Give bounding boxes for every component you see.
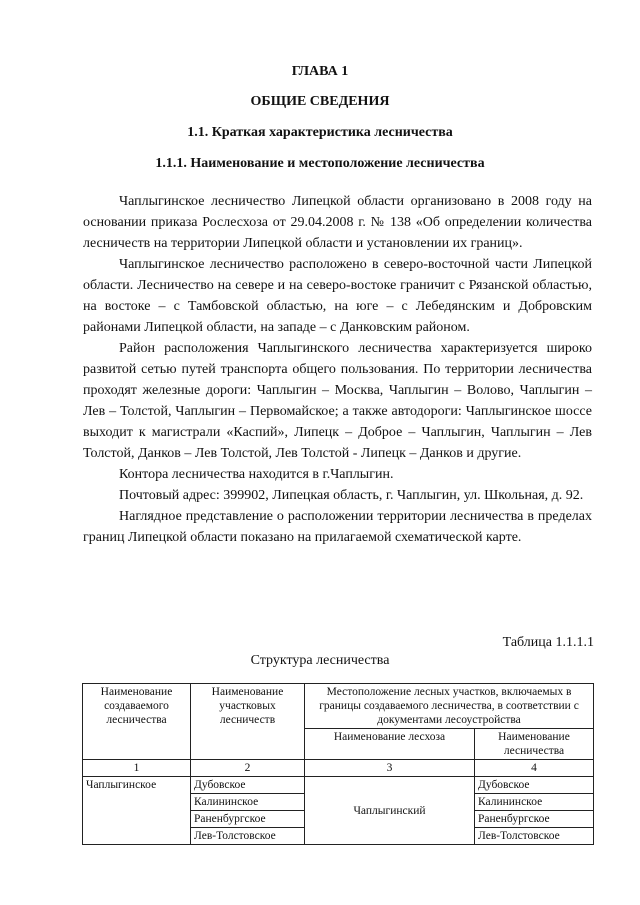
paragraph: Почтовый адрес: 399902, Липецкая область, г. Чаплыгин, ул. Школьная, д. 92. xyxy=(119,488,584,503)
leskhoz-cell: Чаплыгинский xyxy=(305,777,475,845)
table-header-row xyxy=(83,684,594,729)
number-cell: 2 xyxy=(191,760,305,777)
forestry-name-cell: Лев-Толстовское xyxy=(475,828,594,845)
paragraph: Район расположения Чаплыгинского лесничества характеризуется широко развитой сетью путей транспорта общего пользования. По территории лесничества проходят железные дороги: Чаплыгин – Москва, Чаплыгин – Волово, Чаплыгин – Лев – Толстой, Чаплыгин – Первомайское; а также автодороги: Чаплыгинское шоссе выходит к магистрали «Каспий», Липецк – Доброе – Чаплыгин, Чаплыгин – Лев Толстой, Данков – Лев Толстой, Лев Толстой - Липецк – Данков и другие. xyxy=(83,341,592,461)
table-label: Таблица 1.1.1.1 xyxy=(502,635,594,650)
table-title: Структура лесничества xyxy=(250,653,390,668)
forestry-name-cell: Калининское xyxy=(475,794,594,811)
paragraph: Чаплыгинское лесничество расположено в северо-восточной части Липецкой области. Лесничество на севере и на северо-востоке граничит с Рязанской областью, на востоке – с Тамбовской областью, на юге – с Лебедянским и Добровским районами Липецкой области, на западе – с Данковским районом. xyxy=(83,257,592,335)
header-cell: Наименование лесничества xyxy=(475,729,594,760)
header-cell: Наименование лесхоза xyxy=(305,729,475,760)
table-number-row xyxy=(83,760,594,777)
paragraph: Чаплыгинское лесничество Липецкой области организовано в 2008 году на основании приказа Рослесхоза от 29.04.2008 г. № 138 «Об определении количества лесничеств на территории Липецкой области и установлении их границ». xyxy=(83,194,592,251)
body-text xyxy=(83,191,592,548)
number-cell: 1 xyxy=(83,760,191,777)
forestry-name-cell: Раненбургское xyxy=(475,811,594,828)
forestry-name-cell: Дубовское xyxy=(475,777,594,794)
header-cell: Местоположение лесных участков, включаемых в границы создаваемого лесничества, в соответствии с документами лесоустройства xyxy=(305,684,594,729)
district-cell: Калининское xyxy=(191,794,305,811)
number-cell: 4 xyxy=(475,760,594,777)
table-row xyxy=(83,777,594,794)
district-cell: Раненбургское xyxy=(191,811,305,828)
district-cell: Лев-Толстовское xyxy=(191,828,305,845)
structure-table xyxy=(82,683,594,845)
number-cell: 3 xyxy=(305,760,475,777)
paragraph: Наглядное представление о расположении территории лесничества в пределах границ Липецкой области показано на прилагаемой схематической карте. xyxy=(83,509,592,545)
subsection-heading: 1.1.1. Наименование и местоположение лесничества xyxy=(155,156,485,171)
header-cell: Наименование создаваемого лесничества xyxy=(83,684,191,760)
section-heading: 1.1. Краткая характеристика лесничества xyxy=(187,125,453,140)
forestry-cell: Чаплыгинское xyxy=(83,777,191,845)
district-cell: Дубовское xyxy=(191,777,305,794)
chapter-heading: ГЛАВА 1 xyxy=(291,64,349,79)
header-cell: Наименование участковых лесничеств xyxy=(191,684,305,760)
chapter-title: ОБЩИЕ СВЕДЕНИЯ xyxy=(250,94,390,109)
paragraph: Контора лесничества находится в г.Чаплыгин. xyxy=(119,467,394,482)
